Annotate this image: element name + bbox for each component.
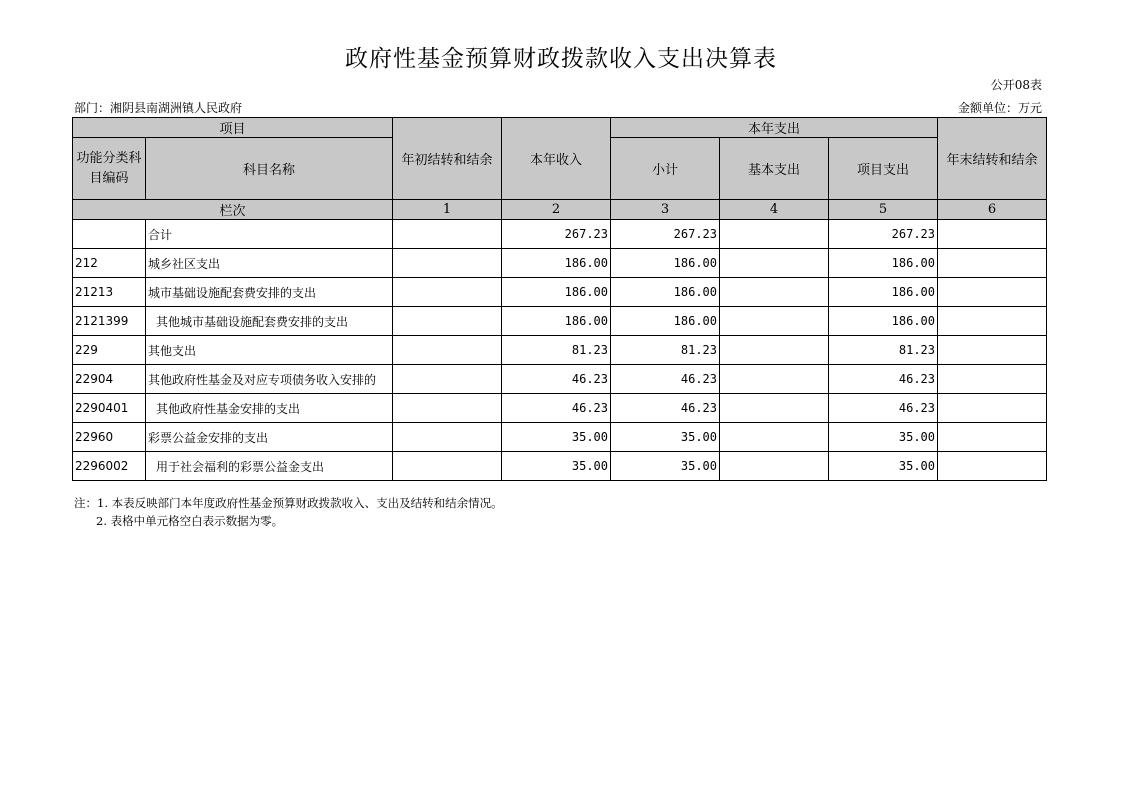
notes — [74, 494, 503, 530]
header-code: 功能分类科目编码 — [73, 138, 146, 200]
header-income: 本年收入 — [502, 118, 611, 200]
header-expense-group: 本年支出 — [611, 118, 938, 138]
col-number: 4 — [720, 200, 829, 220]
cell-basic — [720, 452, 829, 481]
department-label: 部门：湘阴县南湖洲镇人民政府 — [74, 101, 243, 115]
cell-basic — [720, 423, 829, 452]
cell-name: 其他政府性基金及对应专项债务收入安排的 — [146, 365, 393, 394]
cell-income: 35.00 — [502, 423, 611, 452]
cell-code: 229 — [73, 336, 146, 365]
cell-subtotal: 81.23 — [611, 336, 720, 365]
cell-carry-end — [938, 394, 1047, 423]
cell-subtotal: 35.00 — [611, 452, 720, 481]
header-basic: 基本支出 — [720, 138, 829, 200]
cell-code: 21213 — [73, 278, 146, 307]
cell-carry-begin — [393, 220, 502, 249]
cell-carry-end — [938, 307, 1047, 336]
cell-carry-end — [938, 452, 1047, 481]
cell-income: 81.23 — [502, 336, 611, 365]
cell-carry-begin — [393, 278, 502, 307]
cell-income: 35.00 — [502, 452, 611, 481]
col-number: 3 — [611, 200, 720, 220]
table-row — [73, 452, 1047, 481]
cell-carry-begin — [393, 423, 502, 452]
cell-name: 其他支出 — [146, 336, 393, 365]
header-carry-end: 年末结转和结余 — [938, 118, 1047, 200]
header-subtotal: 小计 — [611, 138, 720, 200]
note-2: 2. 表格中单元格空白表示数据为零。 — [96, 514, 284, 528]
cell-name: 城市基础设施配套费安排的支出 — [146, 278, 393, 307]
table-row — [73, 365, 1047, 394]
cell-project: 35.00 — [829, 423, 938, 452]
page-title: 政府性基金预算财政拨款收入支出决算表 — [345, 46, 777, 72]
table-row — [73, 249, 1047, 278]
cell-code: 2121399 — [73, 307, 146, 336]
cell-basic — [720, 220, 829, 249]
cell-code: 22960 — [73, 423, 146, 452]
cell-subtotal: 46.23 — [611, 365, 720, 394]
cell-carry-end — [938, 423, 1047, 452]
cell-project: 35.00 — [829, 452, 938, 481]
header-name: 科目名称 — [146, 138, 393, 200]
amount-unit-label: 金额单位：万元 — [957, 101, 1042, 115]
cell-carry-begin — [393, 394, 502, 423]
cell-income: 186.00 — [502, 249, 611, 278]
header-project: 项目支出 — [829, 138, 938, 200]
table-row — [73, 278, 1047, 307]
cell-income: 267.23 — [502, 220, 611, 249]
cell-project: 267.23 — [829, 220, 938, 249]
cell-carry-begin — [393, 307, 502, 336]
cell-name: 其他城市基础设施配套费安排的支出 — [146, 307, 393, 336]
cell-code: 2296002 — [73, 452, 146, 481]
cell-project: 186.00 — [829, 307, 938, 336]
col-number: 5 — [829, 200, 938, 220]
cell-name: 彩票公益金安排的支出 — [146, 423, 393, 452]
col-number: 6 — [938, 200, 1047, 220]
cell-code: 2290401 — [73, 394, 146, 423]
note-1: 注：1. 本表反映部门本年度政府性基金预算财政拨款收入、支出及结转和结余情况。 — [74, 496, 503, 510]
cell-subtotal: 35.00 — [611, 423, 720, 452]
cell-basic — [720, 278, 829, 307]
col-number: 1 — [393, 200, 502, 220]
cell-project: 46.23 — [829, 365, 938, 394]
cell-subtotal: 267.23 — [611, 220, 720, 249]
cell-carry-begin — [393, 249, 502, 278]
col-number: 2 — [502, 200, 611, 220]
cell-carry-end — [938, 220, 1047, 249]
table-row — [73, 336, 1047, 365]
cell-carry-begin — [393, 365, 502, 394]
cell-income: 186.00 — [502, 278, 611, 307]
header-item: 项目 — [73, 118, 393, 138]
cell-code: 22904 — [73, 365, 146, 394]
table-row — [73, 220, 1047, 249]
header-row-label: 栏次 — [73, 200, 393, 220]
cell-name: 合计 — [146, 220, 393, 249]
cell-project: 81.23 — [829, 336, 938, 365]
cell-income: 186.00 — [502, 307, 611, 336]
cell-carry-begin — [393, 452, 502, 481]
cell-basic — [720, 336, 829, 365]
cell-income: 46.23 — [502, 394, 611, 423]
cell-name: 城乡社区支出 — [146, 249, 393, 278]
table-row — [73, 423, 1047, 452]
cell-basic — [720, 307, 829, 336]
cell-project: 186.00 — [829, 278, 938, 307]
cell-subtotal: 186.00 — [611, 307, 720, 336]
cell-code: 212 — [73, 249, 146, 278]
table-row — [73, 394, 1047, 423]
table-row — [73, 307, 1047, 336]
cell-project: 46.23 — [829, 394, 938, 423]
cell-carry-end — [938, 365, 1047, 394]
cell-subtotal: 46.23 — [611, 394, 720, 423]
header-carry-begin: 年初结转和结余 — [393, 118, 502, 200]
cell-subtotal: 186.00 — [611, 278, 720, 307]
cell-carry-end — [938, 249, 1047, 278]
cell-income: 46.23 — [502, 365, 611, 394]
cell-basic — [720, 365, 829, 394]
cell-basic — [720, 249, 829, 278]
cell-carry-begin — [393, 336, 502, 365]
cell-subtotal: 186.00 — [611, 249, 720, 278]
cell-carry-end — [938, 278, 1047, 307]
cell-name: 用于社会福利的彩票公益金支出 — [146, 452, 393, 481]
cell-project: 186.00 — [829, 249, 938, 278]
budget-table — [72, 117, 1047, 481]
cell-code — [73, 220, 146, 249]
cell-name: 其他政府性基金安排的支出 — [146, 394, 393, 423]
cell-carry-end — [938, 336, 1047, 365]
form-number: 公开08表 — [990, 78, 1042, 92]
cell-basic — [720, 394, 829, 423]
